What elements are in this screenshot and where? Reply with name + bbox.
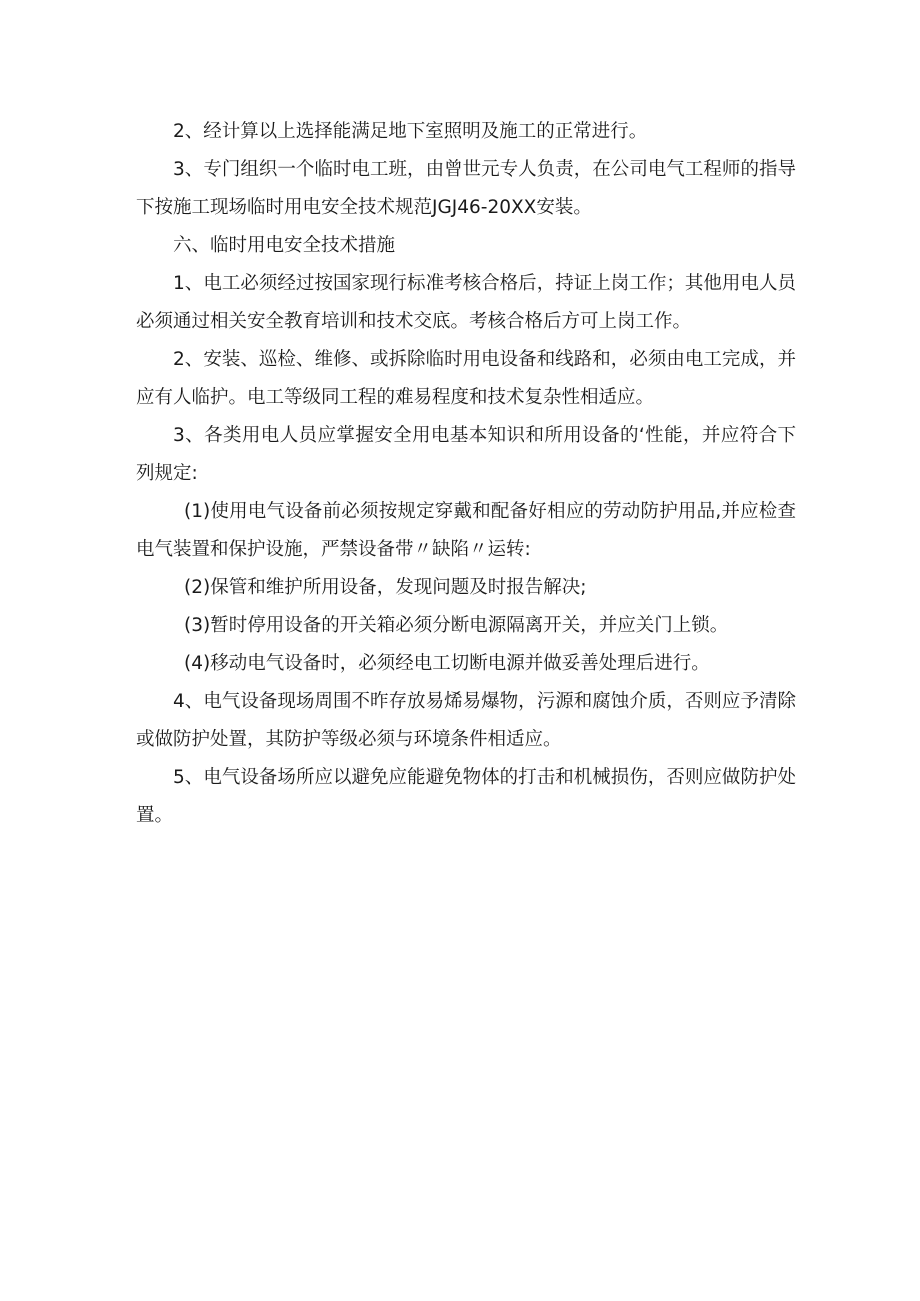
- paragraph-item-1-certification: 1、电工必须经过按国家现行标准考核合格后，持证上岗工作；其他用电人员必须通过相关安全教育培训和技术交底。考核合格后方可上岗工作。: [136, 273, 796, 332]
- sub-item-3-switch-box: (3)暂时停用设备的开关箱必须分断电源隔离开关，并应关门上锁。: [184, 615, 729, 636]
- sub-item-2-maintenance: (2)保管和维护所用设备，发现问题及时报告解决;: [184, 577, 587, 598]
- paragraph-item-4-hazards: 4、电气设备现场周围不昨存放易烯易爆物，污源和腐蚀介质，否则应予清除或做防护处置，其防护等级必须与环境条件相适应。: [136, 691, 796, 750]
- paragraph-item-5-impact-protection: 5、电气设备场所应以避免应能避免物体的打击和机械损伤，否则应做防护处置。: [136, 767, 796, 826]
- sub-item-4-moving-equipment: (4)移动电气设备时，必须经电工切断电源并做妥善处理后进行。: [184, 653, 710, 674]
- paragraph-item-2-installation: 2、安装、巡检、维修、或拆除临时用电设备和线路和，必须由电工完成，并应有人临护。电工等级同工程的难易程度和技术复杂性相适应。: [136, 349, 796, 408]
- sub-item-1-protective-gear: (1)使用电气设备前必须按规定穿戴和配备好相应的劳动防护用品,并应检查电气装置和保护设施，严禁设备带〃缺陷〃运转:: [136, 501, 796, 560]
- section-heading-safety-measures: 六、临时用电安全技术措施: [173, 235, 396, 256]
- document-body: [136, 113, 796, 835]
- paragraph-item-2-calc: 2、经计算以上选择能满足地下室照明及施工的正常进行。: [173, 121, 648, 142]
- paragraph-item-3-knowledge: 3、各类用电人员应掌握安全用电基本知识和所用设备的‘性能，并应符合下列规定:: [136, 425, 796, 484]
- paragraph-item-3-electrician-team: 3、专门组织一个临时电工班，由曾世元专人负责，在公司电气工程师的指导下按施工现场临时用电安全技术规范JGJ46-20XX安装。: [136, 159, 796, 218]
